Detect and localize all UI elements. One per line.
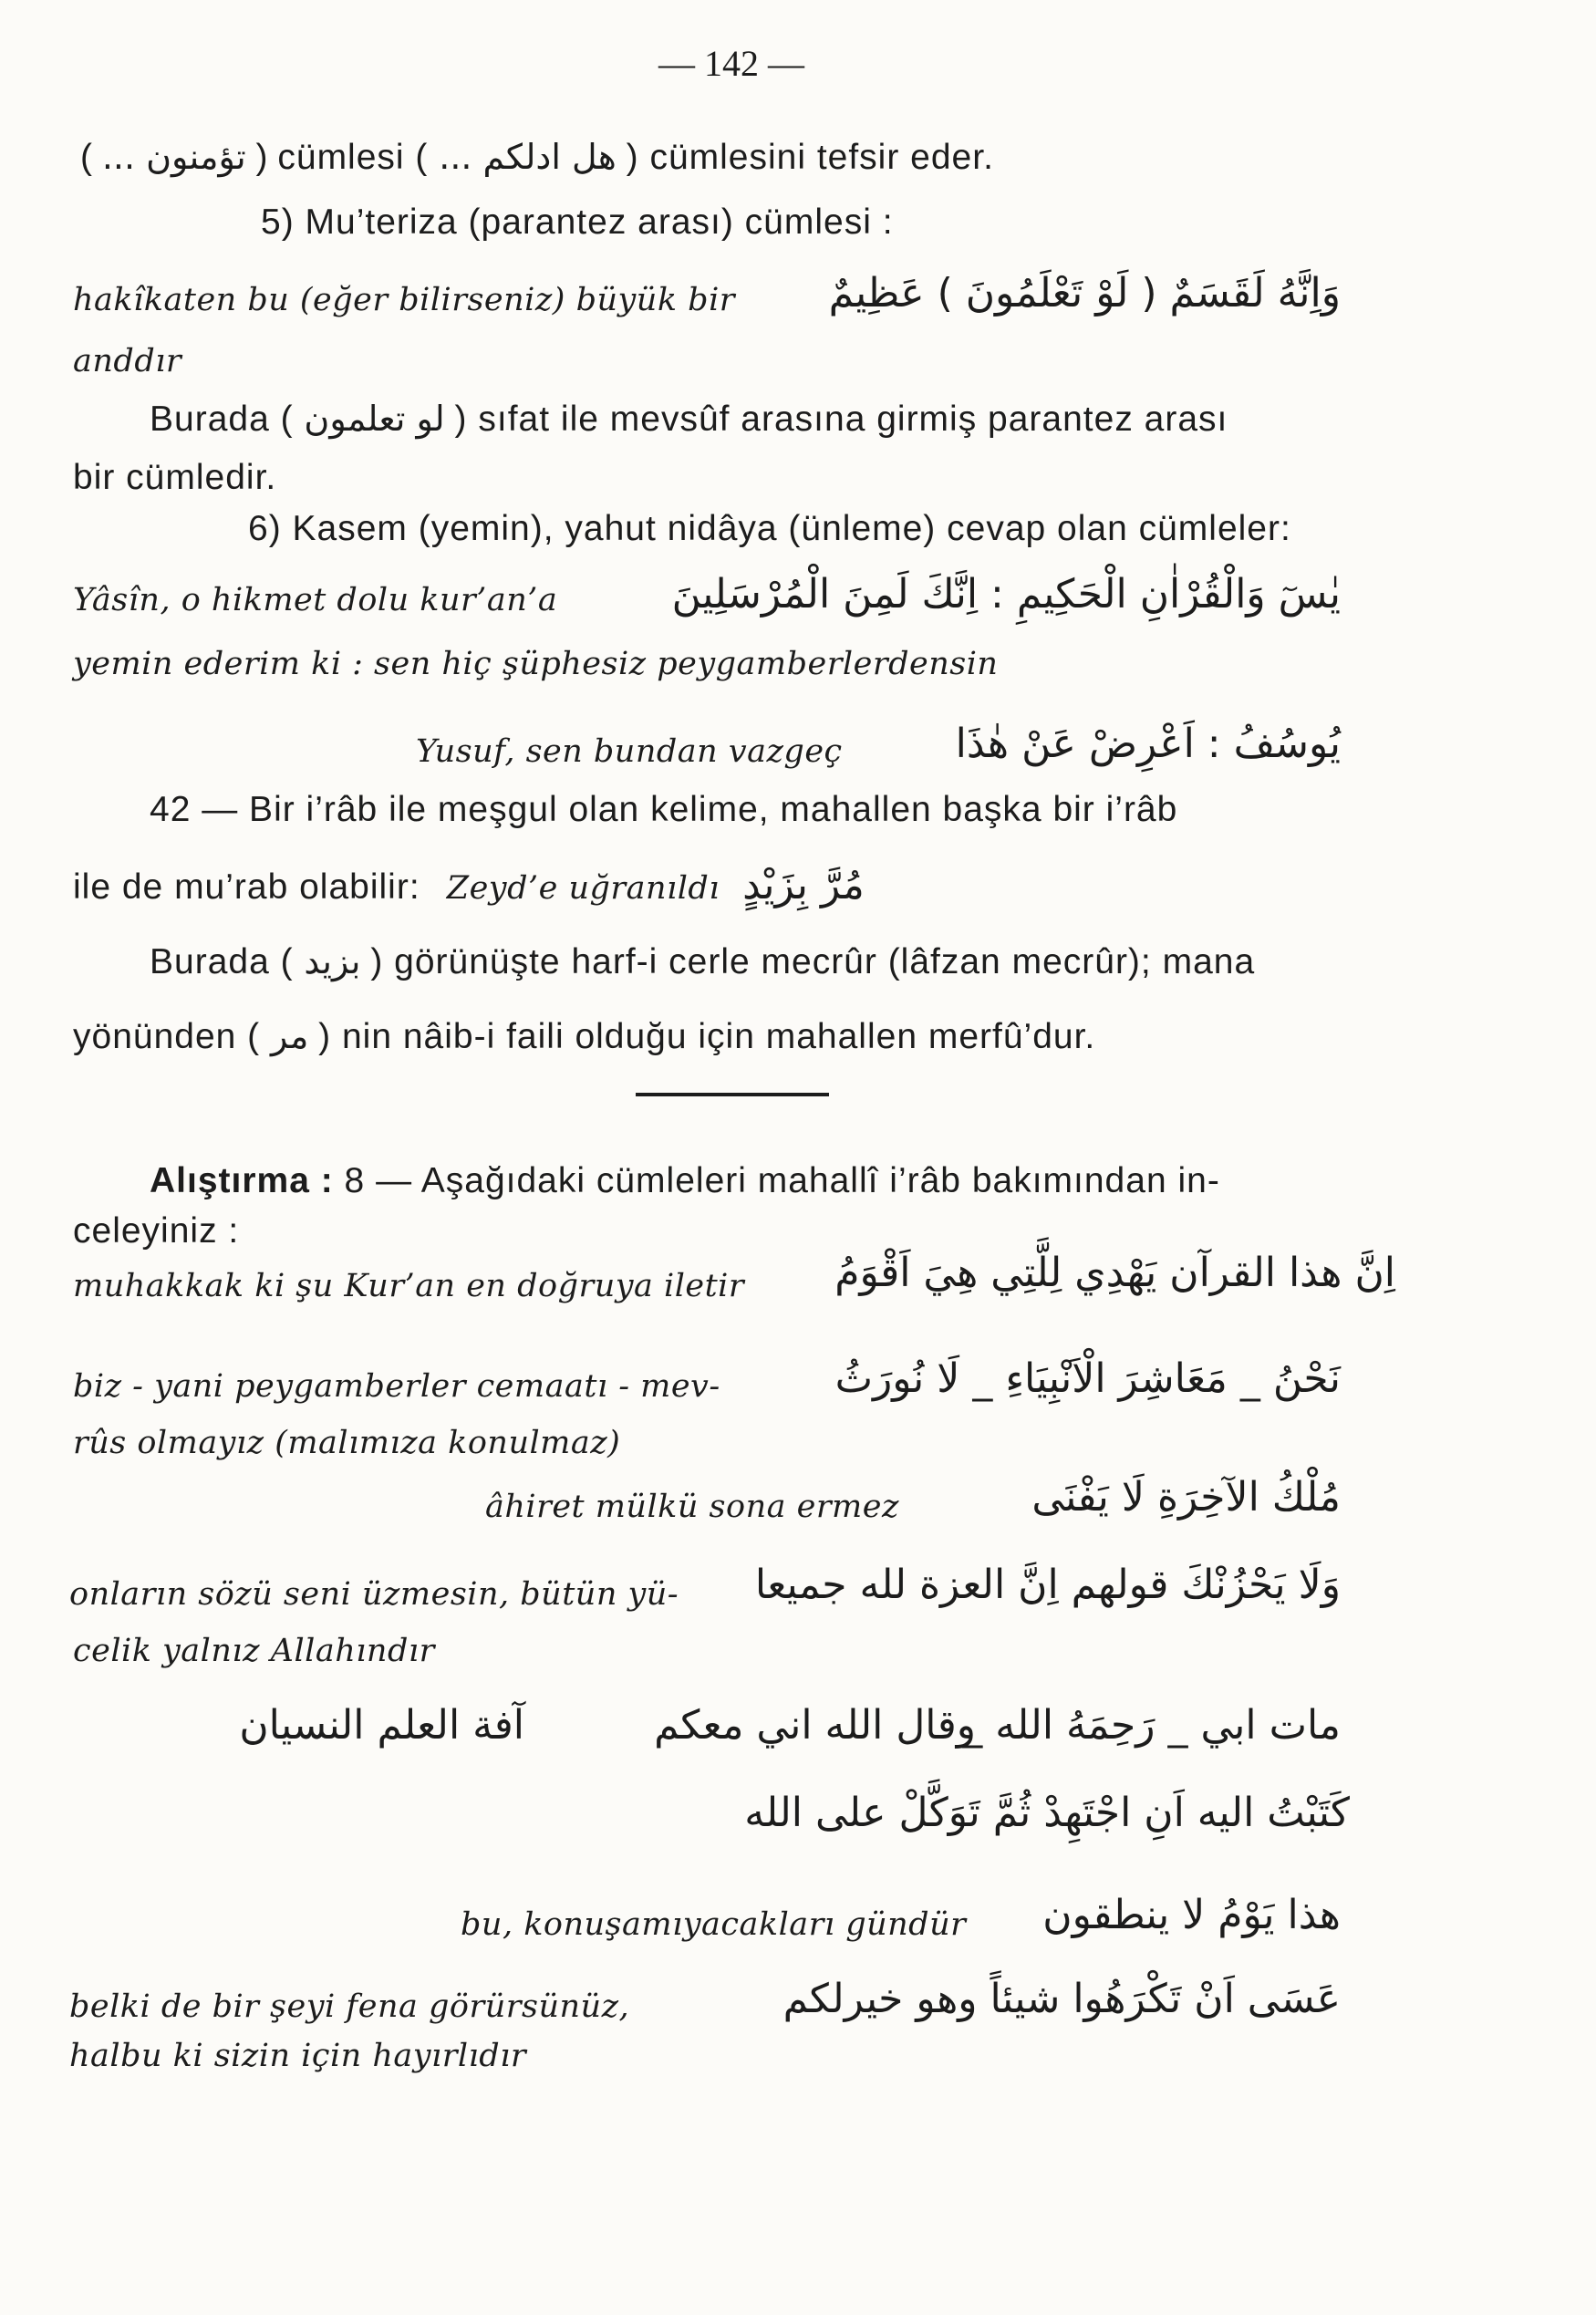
- line-13: [150, 941, 1255, 982]
- example-8-arabic: كَتَبْتُ اليه اَنِ اجْتَهِدْ ثُمَّ تَوَكَّلْ على الله: [744, 1790, 1350, 1836]
- exercise-label: Alıştırma :: [150, 1161, 334, 1200]
- line-4-italic: anddır: [73, 343, 182, 379]
- example-7-arabic-1: مات ابي _ رَحِمَهُ الله _: [962, 1702, 1341, 1749]
- line-3-italic: hakîkaten bu (eğer bilirseniz) büyük bir: [73, 282, 736, 318]
- example-9-italic: bu, konuşamıyacakları gündür: [461, 1906, 967, 1943]
- example-4-arabic: مُلْكُ الآخِرَةِ لَا يَفْنَى: [1031, 1474, 1341, 1521]
- arabic-text: مر: [271, 1016, 309, 1056]
- exercise-heading: [150, 1161, 1220, 1201]
- text: (: [80, 138, 102, 177]
- arabic-text: هل ادلكم ...: [439, 137, 617, 177]
- line-2: 5) Mu’teriza (parantez arası) cümlesi :: [261, 202, 894, 242]
- text: ile de mu’rab olabilir:: [73, 867, 420, 907]
- example-4-italic: âhiret mülkü sona ermez: [485, 1489, 899, 1525]
- line-8-arabic: يٰسٓ وَالْقُرْاٰنِ الْحَكِيمِ : اِنَّكَ لَمِنَ الْمُرْسَلِينَ: [671, 571, 1341, 618]
- example-5-italic: onların sözü seni üzmesin, bütün yü-: [69, 1576, 679, 1613]
- page-number: — 142 —: [658, 43, 804, 84]
- text: ) nin nâib-i faili olduğu için mahallen merfû’dur.: [308, 1017, 1096, 1056]
- line-3-arabic: وَاِنَّهُ لَقَسَمٌ ( لَوْ تَعْلَمُونَ ) عَظِيمٌ: [828, 270, 1341, 317]
- line-11: 42 — Bir i’râb ile meşgul olan kelime, mahallen başka bir i’râb: [150, 790, 1178, 829]
- section-divider: [636, 1093, 829, 1096]
- example-10-italic: belki de bir şeyi fena görürsünüz,: [69, 1988, 630, 2025]
- line-6: bir cümledir.: [73, 458, 277, 497]
- example-9-arabic: هذا يَوْمُ لا ينطقون: [1042, 1892, 1341, 1938]
- example-3-italic: rûs olmayız (malımıza konulmaz): [73, 1425, 621, 1461]
- text: ) görünüşte harf-i cerle mecrûr (lâfzan mecrûr); mana: [360, 942, 1256, 981]
- line-7: 6) Kasem (yemin), yahut nidâya (ünleme) cevap olan cümleler:: [248, 509, 1291, 548]
- arabic-text: لو تعلمون: [304, 399, 445, 439]
- line-1: [80, 137, 994, 178]
- text: ) cümlesini tefsir eder.: [616, 138, 994, 177]
- line-9-italic: yemin ederim ki : sen hiç şüphesiz peygamberlerdensin: [73, 646, 999, 682]
- example-6-italic: celik yalnız Allahındır: [73, 1633, 435, 1669]
- arabic-text: تؤمنون ...: [101, 137, 246, 177]
- line-8-italic: Yâsîn, o hikmet dolu kur’an’a: [73, 582, 558, 618]
- arabic-text: مُرَّ بِزَيْدٍ: [742, 862, 865, 908]
- text: ) sıfat ile mevsûf arasına girmiş parantez arası: [444, 400, 1228, 439]
- example-2-arabic: نَحْنُ _ مَعَاشِرَ الْاَنْبِيَاءِ _ لَا نُورَثُ: [834, 1355, 1341, 1402]
- line-12: [73, 862, 865, 908]
- line-14: [73, 1016, 1095, 1057]
- line-5: [150, 399, 1228, 440]
- text: Burada (: [150, 942, 305, 981]
- line-10-italic: Yusuf, sen bundan vazgeç: [416, 733, 843, 770]
- example-1-arabic: اِنَّ هذا القرآن يَهْدِي لِلَّتِي هِيَ اَقْوَمُ: [834, 1250, 1395, 1296]
- example-10-arabic: عَسَى اَنْ تَكْرَهُوا شيئاً وهو خيرلكم: [782, 1976, 1341, 2022]
- text: Burada (: [150, 400, 305, 439]
- text: yönünden (: [73, 1017, 271, 1056]
- line-10-arabic: يُوسُفُ : اَعْرِضْ عَنْ هٰذَا: [955, 721, 1341, 767]
- text: 8 — Aşağıdaki cümleleri mahallî i’râb bakımından in-: [333, 1161, 1220, 1200]
- text: ) cümlesi (: [245, 138, 440, 177]
- example-7-arabic-2: وقال الله اني معكم: [654, 1702, 976, 1749]
- example-2-italic: biz - yani peygamberler cemaatı - mev-: [73, 1368, 720, 1405]
- exercise-line-2: celeyiniz :: [73, 1211, 240, 1251]
- example-7-arabic-3: آفة العلم النسيان: [239, 1702, 524, 1749]
- arabic-text: بزيد: [304, 941, 361, 981]
- example-11-italic: halbu ki sizin için hayırlıdır: [69, 2038, 527, 2074]
- italic-text: Zeyd’e uğranıldı: [446, 870, 720, 907]
- example-1-italic: muhakkak ki şu Kur’an en doğruya iletir: [73, 1268, 745, 1304]
- example-5-arabic: وَلَا يَحْزُنْكَ قولهم اِنَّ العزة لله جميعا: [754, 1562, 1341, 1608]
